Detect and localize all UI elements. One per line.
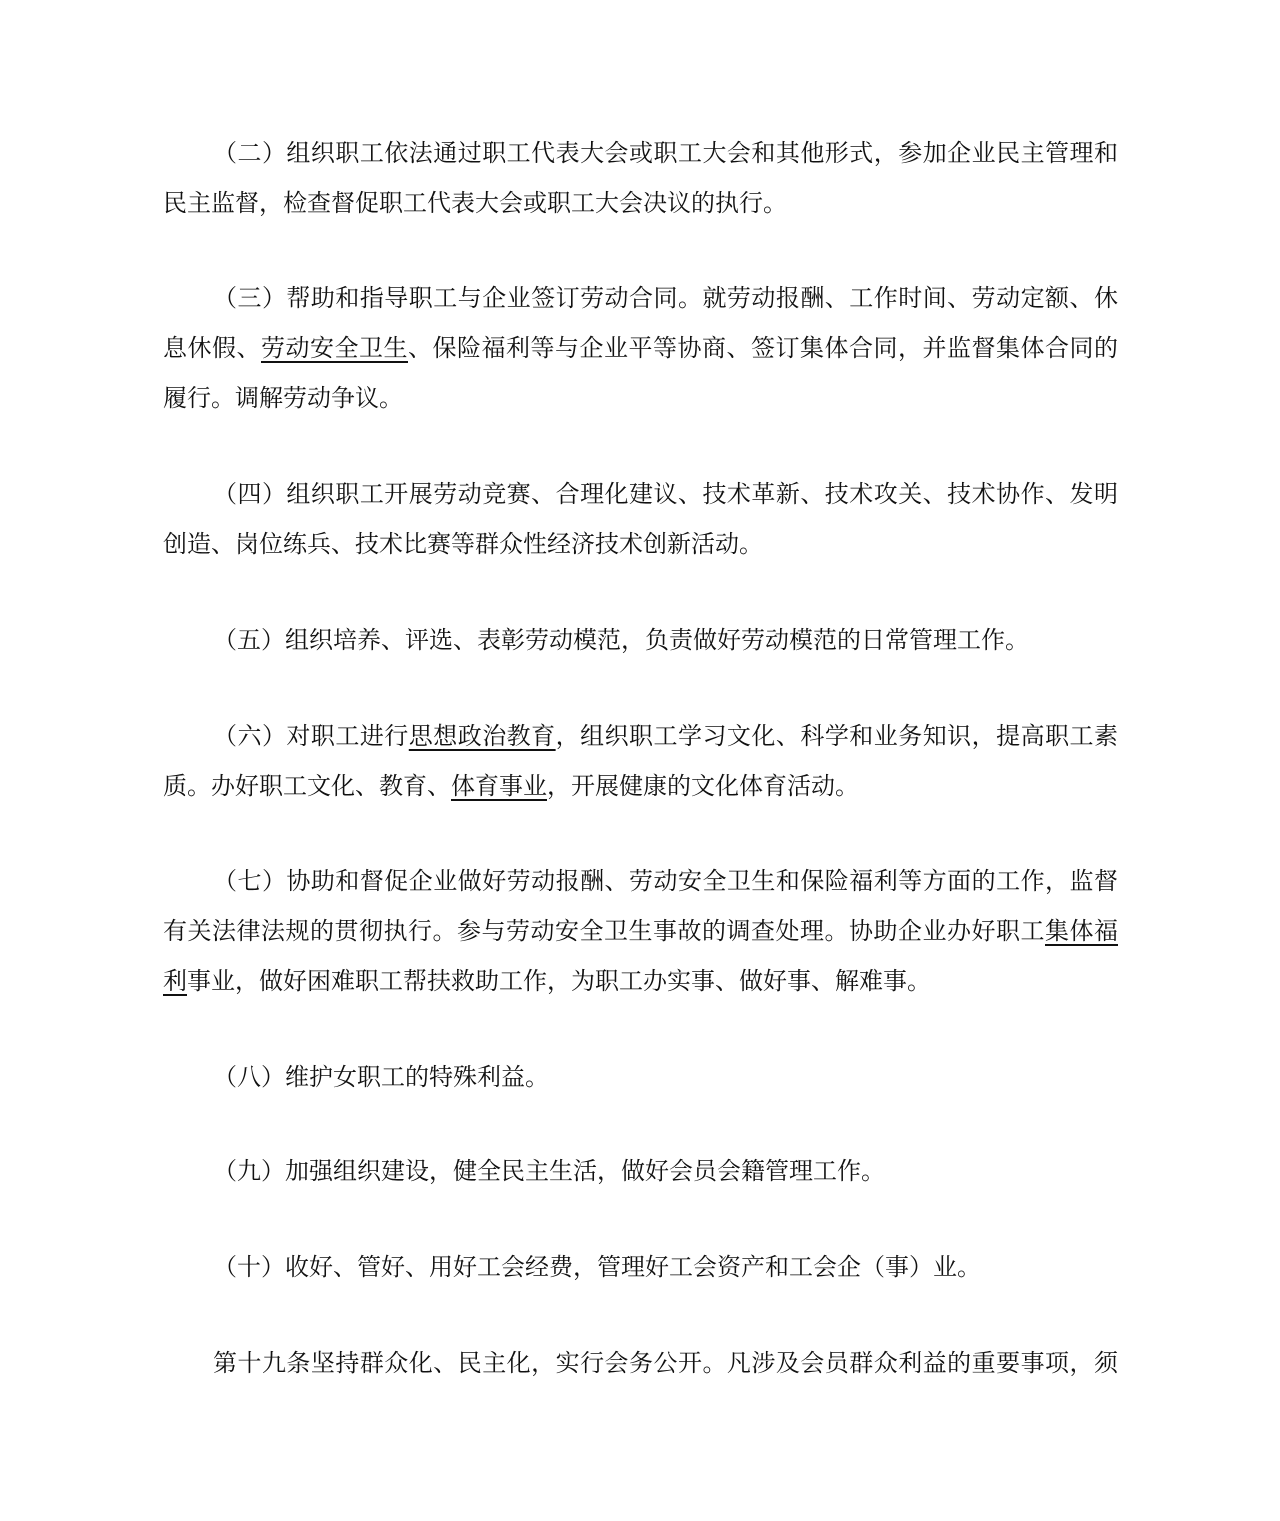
text-line xyxy=(163,323,1118,373)
text-segment: ，开展健康的文化体育活动。 xyxy=(547,772,859,800)
underlined-term: 集体福 xyxy=(1045,917,1118,945)
text-line xyxy=(163,615,1118,665)
text-segment: 息休假、 xyxy=(163,334,261,362)
paragraph xyxy=(163,1242,1118,1292)
underlined-term: 劳动安全卫生 xyxy=(261,334,408,362)
text-segment: （四）组织职工开展劳动竞赛、合理化建议、技术革新、技术攻关、技术协作、发明 xyxy=(213,480,1118,508)
paragraph xyxy=(163,128,1118,228)
text-segment: （三）帮助和指导职工与企业签订劳动合同。就劳动报酬、工作时间、劳动定额、休 xyxy=(213,284,1118,312)
underlined-term: 思想政治教育 xyxy=(408,722,556,750)
text-line xyxy=(163,761,1118,811)
text-segment: 履行。调解劳动争议。 xyxy=(163,384,403,412)
text-segment: ，组织职工学习文化、科学和业务知识，提高职工素 xyxy=(555,722,1119,750)
text-segment: 有关法律法规的贯彻执行。参与劳动安全卫生事故的调查处理。协助企业办好职工 xyxy=(163,917,1045,945)
text-segment: 民主监督，检查督促职工代表大会或职工大会决议的执行。 xyxy=(163,189,787,217)
text-line xyxy=(163,1242,1118,1292)
text-segment: （七）协助和督促企业做好劳动报酬、劳动安全卫生和保险福利等方面的工作，监督 xyxy=(213,867,1118,895)
text-line xyxy=(163,519,1118,569)
paragraph xyxy=(163,273,1118,423)
text-segment: 创造、岗位练兵、技术比赛等群众性经济技术创新活动。 xyxy=(163,530,763,558)
text-line xyxy=(163,128,1118,178)
text-line xyxy=(163,856,1118,906)
paragraph xyxy=(163,615,1118,665)
text-segment: 第十九条坚持群众化、民主化，实行会务公开。凡涉及会员群众利益的重要事项，须 xyxy=(213,1349,1118,1377)
text-segment: （八）维护女职工的特殊利益。 xyxy=(213,1063,549,1091)
text-line xyxy=(163,373,1118,423)
text-line xyxy=(163,956,1118,1006)
text-segment: （五）组织培养、评选、表彰劳动模范，负责做好劳动模范的日常管理工作。 xyxy=(213,626,1029,654)
text-segment: （十）收好、管好、用好工会经费，管理好工会资产和工会企（事）业。 xyxy=(213,1253,981,1281)
text-segment: 、保险福利等与企业平等协商、签订集体合同，并监督集体合同的 xyxy=(408,334,1118,362)
text-segment: 事业，做好困难职工帮扶救助工作，为职工办实事、做好事、解难事。 xyxy=(187,967,931,995)
text-segment: （六）对职工进行 xyxy=(213,722,409,750)
paragraph xyxy=(163,1052,1118,1102)
text-line xyxy=(163,906,1118,956)
paragraph xyxy=(163,1146,1118,1196)
text-line xyxy=(163,1146,1118,1196)
underlined-term: 利 xyxy=(163,967,187,995)
text-segment: （九）加强组织建设，健全民主生活，做好会员会籍管理工作。 xyxy=(213,1157,885,1185)
underlined-term: 体育事业 xyxy=(451,772,547,800)
text-line xyxy=(163,178,1118,228)
text-segment: 质。办好职工文化、教育、 xyxy=(163,772,451,800)
paragraph xyxy=(163,711,1118,811)
text-segment: （二）组织职工依法通过职工代表大会或职工大会和其他形式，参加企业民主管理和 xyxy=(213,139,1118,167)
paragraph xyxy=(163,1338,1118,1388)
text-line xyxy=(163,1052,1118,1102)
text-line xyxy=(163,469,1118,519)
paragraph xyxy=(163,469,1118,569)
text-line xyxy=(163,273,1118,323)
paragraph xyxy=(163,856,1118,1006)
text-line xyxy=(163,711,1118,761)
text-line xyxy=(163,1338,1118,1388)
